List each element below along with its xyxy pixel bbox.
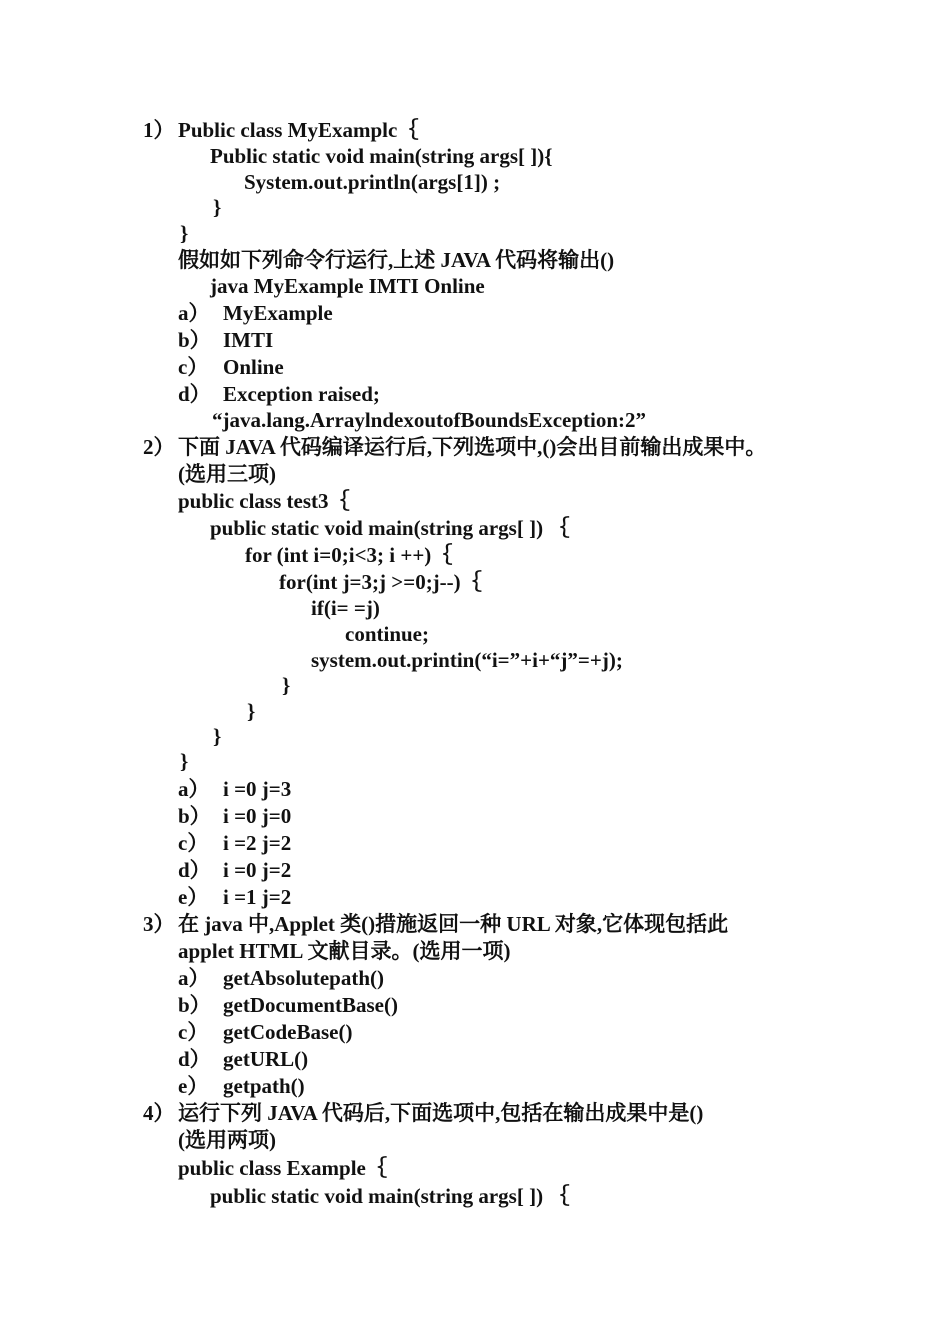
q2-option-c bbox=[178, 830, 291, 856]
q3-option-d bbox=[178, 1046, 308, 1072]
q3-option-a bbox=[178, 965, 384, 991]
q2-option-b bbox=[178, 803, 291, 829]
option-text: getDocumentBase() bbox=[223, 993, 398, 1017]
q4-question-text: 运行下列 JAVA 代码后,下面选项中,包括在输出成果中是() bbox=[178, 1101, 704, 1125]
option-label: e） bbox=[178, 885, 209, 909]
q3-number: 3） bbox=[143, 912, 175, 936]
q2-code-brace: } bbox=[213, 724, 222, 748]
option-label: a） bbox=[178, 966, 210, 990]
q2-code-brace: } bbox=[180, 749, 189, 773]
q2-number: 2） bbox=[143, 435, 175, 459]
option-text: getURL() bbox=[223, 1047, 309, 1071]
q2-question-text: 下面 JAVA 代码编译运行后,下列选项中,()会出目前输出成果中。 bbox=[178, 435, 767, 459]
q4-code-line: public static void main(string args[ ]) ｛ bbox=[210, 1184, 570, 1208]
option-text: Exception raised; bbox=[223, 382, 380, 406]
option-text: MyExample bbox=[223, 301, 333, 325]
option-label: d） bbox=[178, 858, 211, 882]
option-text: i =0 j=3 bbox=[223, 777, 292, 801]
q1-code-brace: } bbox=[180, 221, 189, 245]
option-label: b） bbox=[178, 804, 211, 828]
option-label: b） bbox=[178, 993, 211, 1017]
q1-option-d bbox=[178, 381, 380, 407]
q4-header-line bbox=[143, 1100, 703, 1126]
option-text: i =0 j=0 bbox=[223, 804, 292, 828]
q3-option-b bbox=[178, 992, 398, 1018]
option-text: getpath() bbox=[223, 1074, 305, 1098]
q2-code-brace: } bbox=[247, 699, 256, 723]
option-label: d） bbox=[178, 1047, 211, 1071]
q1-option-d-continuation: “java.lang.ArraylndexoutofBoundsException:2” bbox=[212, 408, 647, 432]
option-label: b） bbox=[178, 328, 211, 352]
option-label: c） bbox=[178, 355, 209, 379]
q2-code-line: if(i= =j) bbox=[311, 596, 380, 620]
q2-code-line: continue; bbox=[345, 622, 429, 646]
option-label: c） bbox=[178, 831, 209, 855]
q3-question-text: 在 java 中,Applet 类()措施返回一种 URL 对象,它体现包括此 bbox=[178, 912, 729, 936]
q3-option-e bbox=[178, 1073, 305, 1099]
option-label: c） bbox=[178, 1020, 209, 1044]
option-text: getAbsolutepath() bbox=[223, 966, 384, 990]
q2-header-line bbox=[143, 434, 766, 460]
q2-code-line: for (int i=0;i<3; i ++)｛ bbox=[245, 543, 453, 567]
q2-code-brace: } bbox=[282, 673, 291, 697]
q2-code-line: system.out.printin(“i=”+i+“j”=+j); bbox=[311, 648, 623, 672]
q4-number: 4） bbox=[143, 1101, 175, 1125]
q3-header-line bbox=[143, 911, 728, 937]
q1-option-b bbox=[178, 327, 273, 353]
q2-code-line: public class test3｛ bbox=[178, 489, 350, 513]
option-text: Online bbox=[223, 355, 284, 379]
q4-code-line: public class Example｛ bbox=[178, 1156, 387, 1180]
q1-code-brace: } bbox=[213, 195, 222, 219]
q1-question-text: 假如如下列命令行运行,上述 JAVA 代码将输出() bbox=[178, 248, 615, 272]
q4-question-text: (选用两项) bbox=[178, 1128, 276, 1152]
q2-code-line: for(int j=3;j >=0;j--)｛ bbox=[279, 570, 482, 594]
q1-command-line: java MyExample IMTI Online bbox=[210, 274, 485, 298]
q1-option-a bbox=[178, 300, 333, 326]
option-label: a） bbox=[178, 301, 210, 325]
option-text: i =1 j=2 bbox=[223, 885, 292, 909]
option-text: i =2 j=2 bbox=[223, 831, 292, 855]
q2-option-d bbox=[178, 857, 291, 883]
q1-header-line bbox=[143, 117, 418, 143]
option-label: a） bbox=[178, 777, 210, 801]
q3-question-text: applet HTML 文献目录。(选用一项) bbox=[178, 939, 511, 963]
q1-code-line: System.out.println(args[1]) ; bbox=[244, 170, 501, 194]
q3-option-c bbox=[178, 1019, 352, 1045]
q2-code-line: public static void main(string args[ ]) ｛ bbox=[210, 516, 570, 540]
q1-code-line: Public class MyExamplc｛ bbox=[178, 118, 419, 142]
q2-option-e bbox=[178, 884, 291, 910]
option-label: e） bbox=[178, 1074, 209, 1098]
option-label: d） bbox=[178, 382, 211, 406]
q1-number: 1） bbox=[143, 118, 175, 142]
option-text: IMTI bbox=[223, 328, 274, 352]
q2-question-text: (选用三项) bbox=[178, 462, 276, 486]
option-text: getCodeBase() bbox=[223, 1020, 353, 1044]
q2-option-a bbox=[178, 776, 291, 802]
option-text: i =0 j=2 bbox=[223, 858, 292, 882]
q1-option-c bbox=[178, 354, 284, 380]
q1-code-line: Public static void main(string args[ ]){ bbox=[210, 144, 553, 168]
